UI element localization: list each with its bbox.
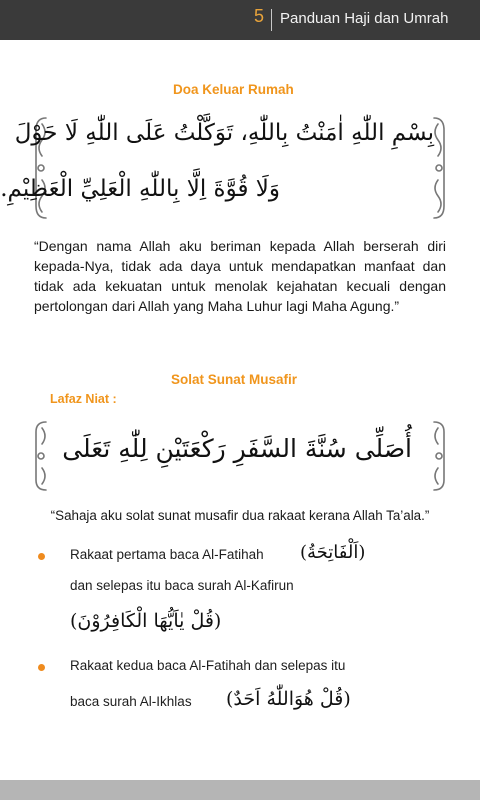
arabic-kafirun: (قُلْ يٰاَيُّهَا الْكَافِرُوْنَ): [70, 610, 222, 632]
header-divider: [271, 9, 272, 31]
bullet2-line1: Rakaat kedua baca Al-Fatihah dan selepas itu: [70, 658, 346, 673]
niat-arabic: أُصَلِّى سُنَّةَ السَّفَرِ رَكْعَتَيْنِ لِلّٰهِ تَعَلَى: [62, 434, 412, 463]
page-number: 5: [254, 6, 265, 26]
header-title: Panduan Haji dan Umrah: [280, 10, 449, 27]
solat-title: Solat Sunat Musafir: [171, 372, 298, 387]
doa-arabic-line-1: بِسْمِ اللّٰهِ اٰمَنْتُ بِاللّٰهِ، تَوَكَّلْتُ عَلَى اللّٰهِ لَا حَوْلَ: [14, 120, 434, 146]
bullet1-line2: dan selepas itu baca surah Al-Kafirun: [70, 578, 294, 593]
arabic-fatihah: (اَلْفَاتِحَةُ): [300, 542, 366, 563]
page-header: [0, 0, 480, 40]
doa-translation: “Dengan nama Allah aku beriman kepada Allah berserah diri kepada-Nya, tidak ada daya untuk mendapatkan manfaat dan tidak ada kekuatan untuk menolak kejahatan kecuali dengan pertolongan dari Allah yang Maha Luhur lagi Maha Agung.”: [34, 238, 446, 314]
doa-arabic-line-2: وَلَا قُوَّةَ اِلَّا بِاللّٰهِ الْعَلِيِّ الْعَظِيْمِ.: [0, 176, 280, 202]
page-footer-bar: [0, 780, 480, 800]
bullet-dot: [38, 664, 45, 671]
arabic-ikhlas: (قُلْ هُوَاللّٰهُ اَحَدٌ): [226, 688, 351, 710]
bullet2-line2: baca surah Al-Ikhlas: [70, 694, 192, 709]
bullet-dot: [38, 553, 45, 560]
niat-translation: “Sahaja aku solat sunat musafir dua rakaat kerana Allah Ta’ala.”: [50, 508, 430, 523]
bullet1-line1: Rakaat pertama baca Al-Fatihah: [70, 547, 264, 562]
lafaz-niat-label: Lafaz Niat :: [50, 392, 117, 406]
doa-title: Doa Keluar Rumah: [173, 82, 294, 97]
